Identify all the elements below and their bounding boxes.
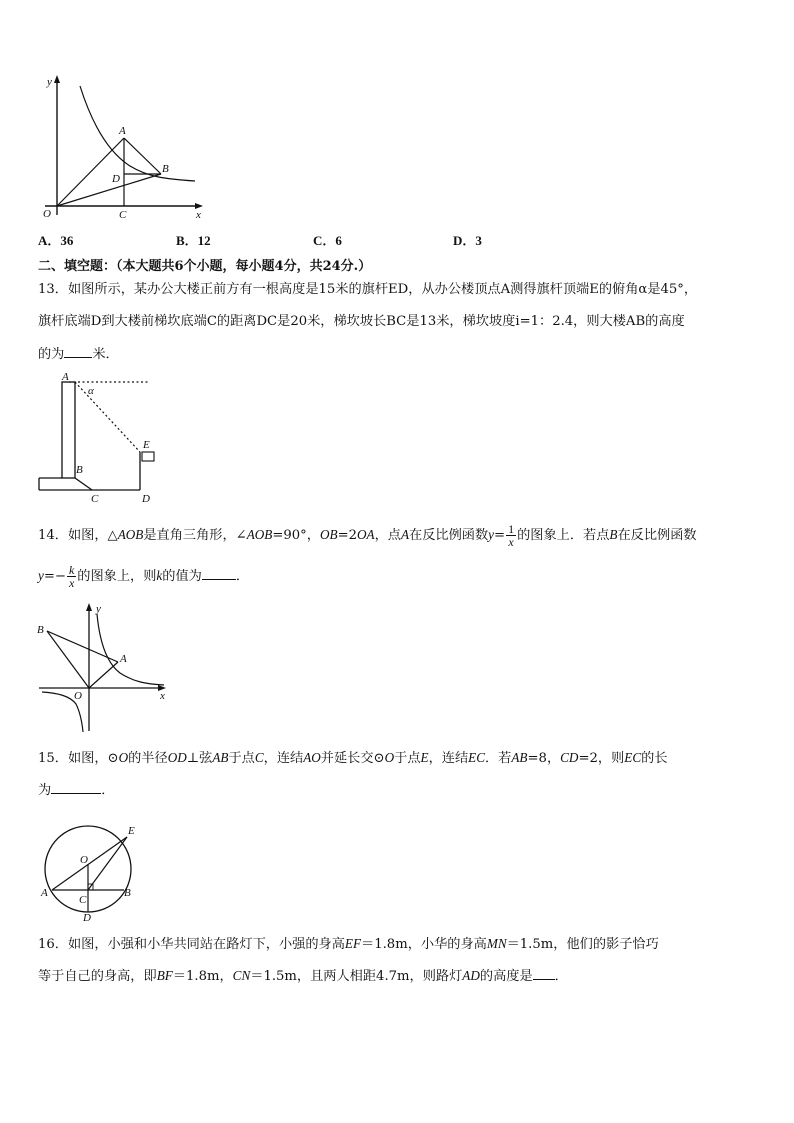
fraction-numerator: 1 (508, 522, 515, 536)
label-A: A (62, 371, 69, 383)
q13-line2: 旗杆底端D到大楼前梯坎底端C的距离DC是20米，梯坎坡长BC是13米，梯坎坡度i=1：2.4，则大楼AB的高度 (38, 314, 685, 329)
fraction-denominator: x (508, 535, 514, 549)
q15-line2 (38, 780, 114, 800)
option-d: D．3 (453, 233, 482, 248)
label-B: B (162, 163, 169, 175)
option-c: C．6 (313, 233, 342, 248)
q15-var-o: O (118, 750, 129, 765)
label-D: D (83, 912, 91, 924)
label-C: C (79, 894, 87, 906)
q13-line1: 13．如图所示，某办公大楼正前方有一根高度是15米的旗杆ED，从办公楼顶点A测得旗杆顶端E的俯角α是45°， (38, 282, 698, 297)
label-C: C (91, 493, 99, 505)
label-y: y (96, 603, 101, 615)
label-O: O (74, 690, 82, 702)
sight-line-AE (75, 382, 140, 452)
q15-text: 15．如图，⊙ (38, 751, 119, 766)
hyperbola-branch-q1 (97, 614, 164, 685)
q16-text: 的高度是 (479, 969, 533, 984)
q14-text: 14．如图，△ (38, 528, 118, 543)
q15-text: 于点 (228, 751, 255, 766)
q13-line3-pre: 的为 (38, 347, 65, 362)
figure-q15 (38, 823, 153, 923)
q15-var-ec: EC (624, 750, 642, 765)
slope-BC (75, 478, 92, 490)
label-y: y (47, 76, 52, 88)
q14-var-k: k (156, 568, 163, 583)
q14-var-ob: OB (319, 527, 338, 542)
label-A: A (120, 653, 127, 665)
label-B: B (124, 887, 131, 899)
q16-var-cn: CN (232, 968, 251, 983)
label-C: C (119, 209, 127, 221)
fraction-k-over-x (67, 564, 76, 589)
q15-text: 的半径 (128, 751, 168, 766)
q14-text: 在反比例函数 (617, 528, 697, 543)
building (62, 382, 75, 478)
q14-var-y: y (38, 568, 44, 583)
figure-q13 (36, 370, 166, 506)
label-B: B (37, 624, 44, 636)
line-AB (47, 631, 118, 662)
label-E: E (128, 825, 135, 837)
q15-var-ec: EC (468, 750, 485, 765)
q15-var-e: E (420, 750, 429, 765)
q15-text: ． (101, 783, 115, 798)
label-D: D (142, 493, 150, 505)
q16-text: 等于自己的身高，即 (38, 969, 157, 984)
q14-var-oa: OA (357, 527, 375, 542)
fraction-denominator: x (68, 576, 75, 590)
q15-var-cd: CD (560, 750, 579, 765)
label-B: B (76, 464, 83, 476)
q16-text: ＝1.8m， (172, 969, 233, 984)
q14-var-aob: AOB (117, 527, 144, 542)
q16-var-mn: MN (486, 936, 507, 951)
q15-answer-blank (51, 780, 101, 794)
figure-q12 (30, 72, 215, 220)
q15-var-ab: AB (212, 750, 229, 765)
q14-text: =90°， (272, 528, 320, 543)
label-A: A (41, 887, 48, 899)
q15-text: ，连结 (263, 751, 304, 766)
q15-var-ab: AB (511, 750, 528, 765)
line-EC (88, 837, 127, 890)
label-alpha: α (88, 385, 94, 397)
fraction-1-over-x (506, 523, 516, 548)
q16-answer-blank (533, 966, 555, 980)
q14-text: 在反比例函数 (409, 528, 489, 543)
q14-equals-minus: =− (43, 569, 66, 584)
q15-var-od: OD (167, 750, 187, 765)
q14-line1 (38, 521, 697, 550)
label-x: x (160, 690, 165, 702)
q16-var-ad: AD (462, 968, 480, 983)
q16-text: 16．如图，小强和小华共同站在路灯下，小强的身高 (38, 937, 345, 952)
label-D: D (112, 173, 120, 185)
q15-text: 的长 (641, 751, 668, 766)
q15-text: ．若 (485, 751, 512, 766)
q14-var-aob: AOB (246, 527, 273, 542)
q14-end: ． (235, 569, 250, 584)
flag (142, 452, 154, 461)
q15-var-o: O (384, 750, 395, 765)
y-axis-arrow (54, 75, 60, 83)
y-axis-arrow (86, 603, 92, 611)
q15-text: ，连结 (428, 751, 469, 766)
q13-answer-blank (64, 344, 92, 358)
q13-line3-post: 米． (92, 347, 119, 362)
q16-end: ． (554, 969, 568, 984)
line-OA (89, 662, 118, 688)
label-A: A (119, 125, 126, 137)
line-AB (124, 138, 161, 174)
q15-text: ⊥弦 (186, 751, 213, 766)
q14-text: 的图象上，则 (77, 569, 157, 584)
q15-text: 于点 (394, 751, 421, 766)
q14-text: 的图象上．若点 (517, 528, 610, 543)
label-E: E (143, 439, 150, 451)
q14-line2 (38, 562, 249, 591)
q14-equals: = (494, 528, 506, 543)
q14-text: 的值为 (162, 569, 202, 584)
option-a: A．36 (38, 233, 74, 248)
option-b: B．12 (176, 233, 211, 248)
fraction-numerator: k (68, 563, 75, 577)
q16-var-ef: EF (344, 936, 362, 951)
label-x: x (196, 209, 201, 221)
q14-var-a: A (400, 527, 410, 542)
section-heading: 二、填空题：（本大题共6个小题，每小题4分，共24分.） (38, 259, 372, 274)
line-AE (52, 837, 127, 890)
label-O: O (80, 854, 88, 866)
q16-line2 (38, 966, 568, 986)
q16-line1 (38, 935, 659, 954)
q15-text: 为 (38, 783, 52, 798)
q14-text: ，点 (374, 528, 401, 543)
q14-var-y: y (488, 527, 495, 542)
q14-var-b: B (609, 527, 618, 542)
q15-var-ao: AO (303, 750, 321, 765)
q16-var-bf: BF (156, 968, 173, 983)
q15-text: =2，则 (578, 751, 625, 766)
q15-line1 (38, 749, 668, 768)
q14-text: =2 (337, 528, 358, 543)
q15-var-c: C (254, 750, 264, 765)
q14-answer-blank (202, 566, 236, 580)
hyperbola-curve (80, 86, 195, 181)
label-O: O (43, 208, 51, 220)
q16-text: ＝1.5m，且两人相距4.7m，则路灯 (250, 969, 463, 984)
q14-text: 是直角三角形，∠ (143, 528, 247, 543)
q16-text: ＝1.8m，小华的身高 (361, 937, 487, 952)
q13-line3 (38, 344, 119, 364)
q16-text: ＝1.5m，他们的影子恰巧 (506, 937, 659, 952)
q15-text: 并延长交⊙ (320, 751, 385, 766)
q15-text: =8， (527, 751, 561, 766)
figure-q14 (36, 600, 176, 736)
